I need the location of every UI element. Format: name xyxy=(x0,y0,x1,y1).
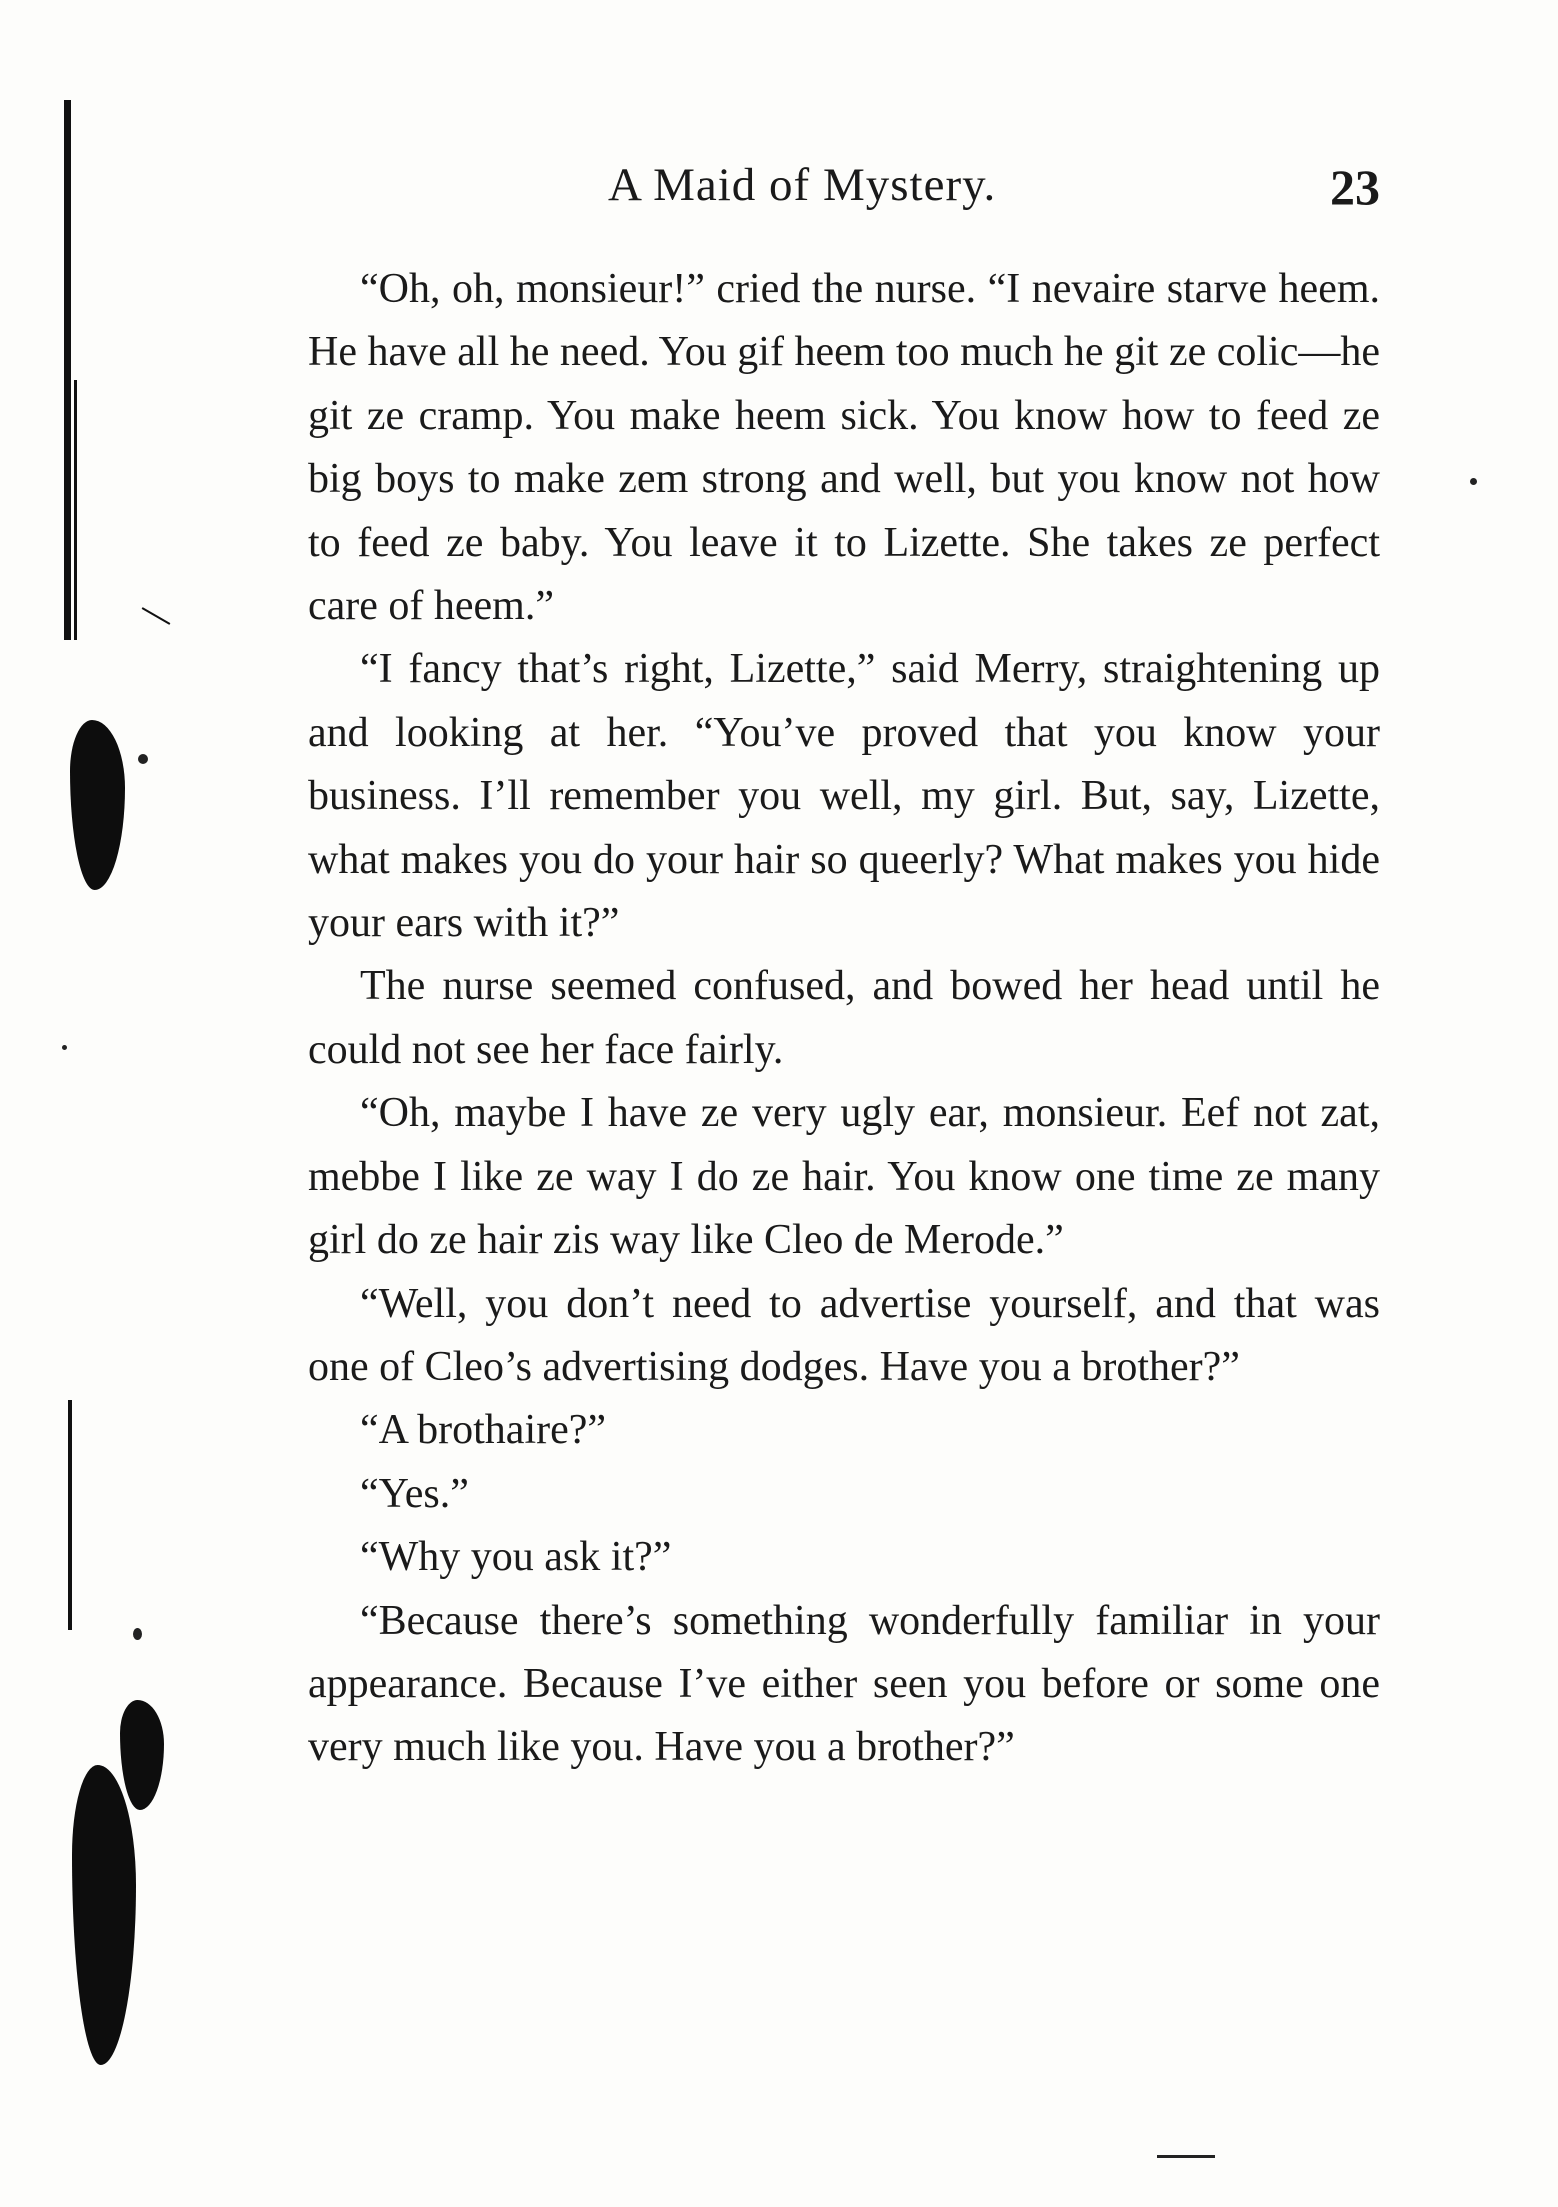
scan-edge-mark xyxy=(74,380,77,640)
paragraph: “Oh, maybe I have ze very ugly ear, monsieur. Eef not zat, mebbe I like ze way I do ze hair. You know one time ze many girl do ze hair zis way like Cleo de Merode.” xyxy=(308,1090,1380,1264)
paragraph: “Yes.” xyxy=(360,1470,469,1517)
running-title: A Maid of Mystery. xyxy=(608,159,997,211)
page-header xyxy=(308,158,1380,228)
ink-speck xyxy=(1470,478,1477,485)
ink-blot xyxy=(72,1765,136,2065)
paragraph: The nurse seemed confused, and bowed her head until he could not see her face fairly. xyxy=(308,963,1380,1073)
scan-edge-mark xyxy=(68,1400,72,1630)
paragraph: “Oh, oh, monsieur!” cried the nurse. “I nevaire starve heem. He have all he need. You gif heem too much he git ze colic—he git ze cramp. You make heem sick. You know how to feed ze big boys to make zem strong and well, but you know not how to feed ze baby. You leave it to Lizette. She takes ze perfect care of heem.” xyxy=(308,266,1380,630)
ink-speck xyxy=(62,1045,67,1050)
footer-rule xyxy=(1157,2155,1215,2158)
paragraph: “Why you ask it?” xyxy=(360,1534,672,1581)
ink-blot xyxy=(70,720,125,890)
ink-speck xyxy=(138,754,148,764)
ink-blot xyxy=(120,1700,164,1810)
page-number: 23 xyxy=(1330,159,1380,215)
body-text xyxy=(308,258,1380,1780)
ink-speck xyxy=(133,1628,142,1640)
paragraph: “Well, you don’t need to advertise yourself, and that was one of Cleo’s advertising dodges. Have you a brother?” xyxy=(308,1280,1380,1390)
scan-edge-mark xyxy=(142,607,171,625)
paragraph: “A brothaire?” xyxy=(360,1407,607,1454)
scan-edge-mark xyxy=(64,100,71,640)
paragraph: “I fancy that’s right, Lizette,” said Merry, straightening up and looking at her. “You’ve proved that you know your business. I’ll remember you well, my girl. But, say, Lizette, what makes you do your hair so queerly? What makes you hide your ears with it?” xyxy=(308,646,1380,947)
paragraph: “Because there’s something wonderfully familiar in your appearance. Because I’ve either seen you before or some one very much like you. Have you a brother?” xyxy=(308,1597,1380,1771)
